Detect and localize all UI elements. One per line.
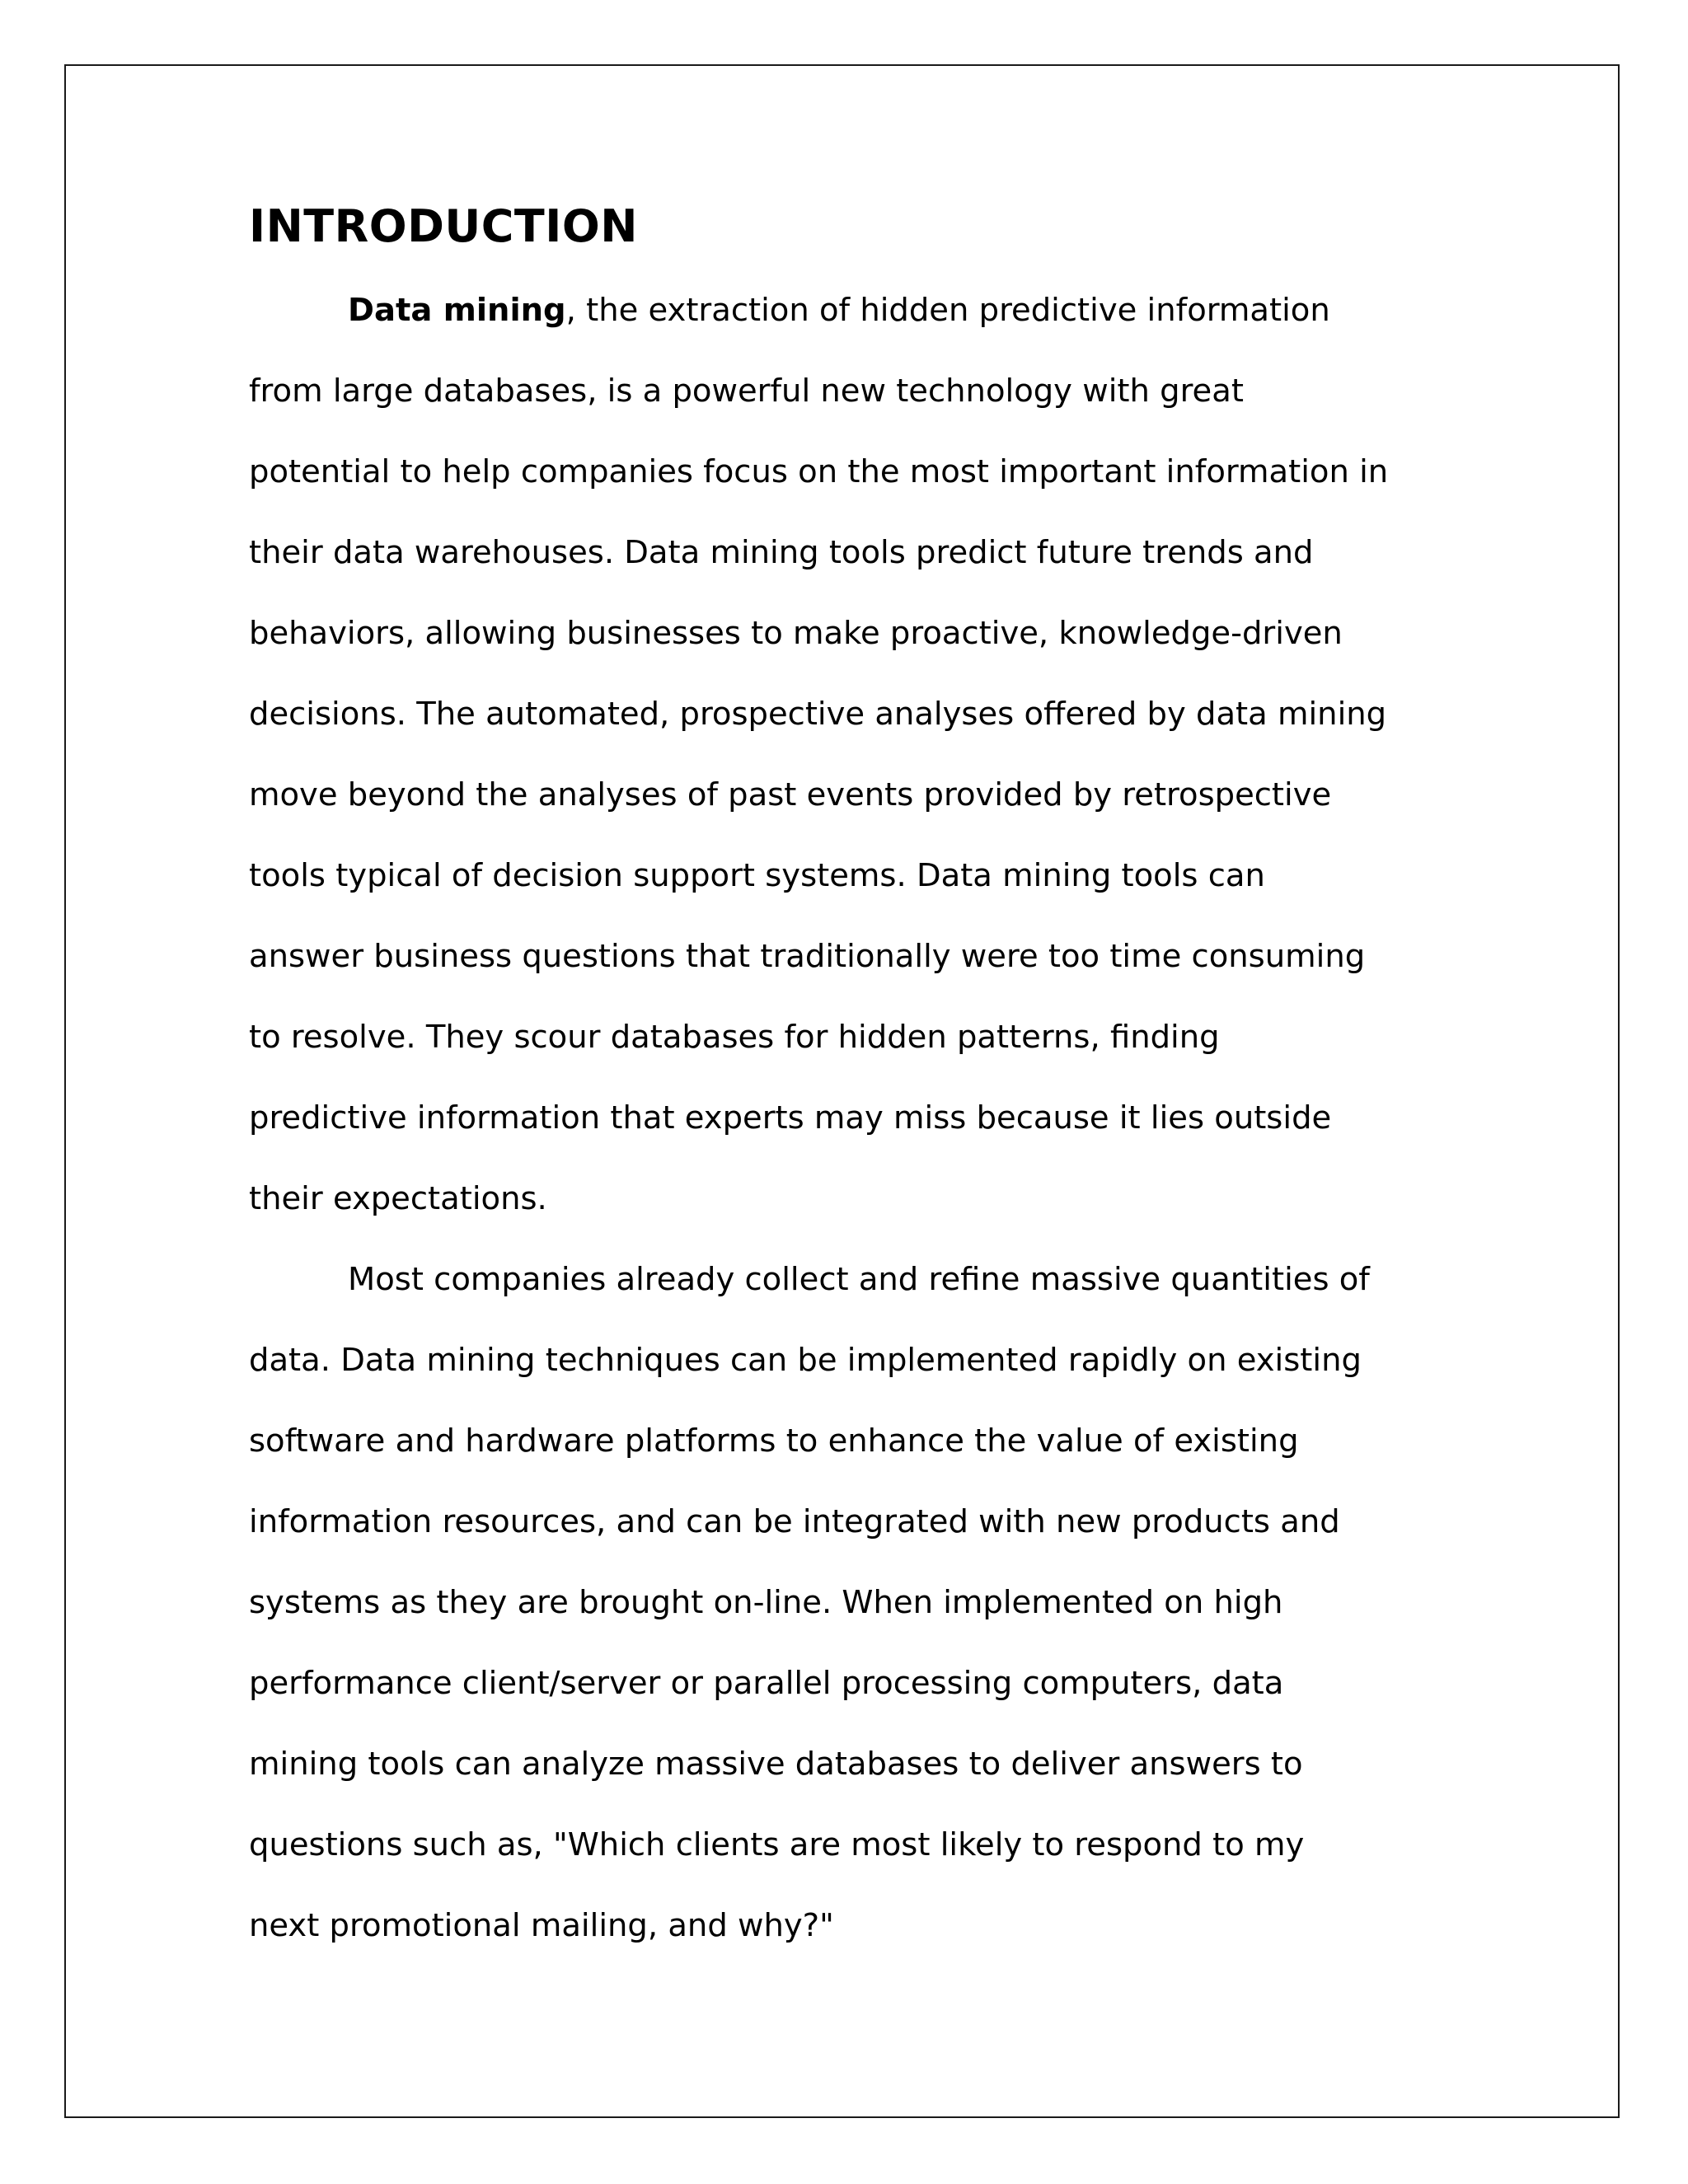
bold-term: Data mining: [348, 292, 566, 329]
paragraph-line-text: , the extraction of hidden predictive information: [565, 292, 1330, 329]
paragraph-1: [249, 270, 1452, 1240]
paragraph-line: decisions. The automated, prospective analyses offered by data mining: [249, 696, 1387, 733]
paragraph-line: systems as they are brought on-line. When implemented on high: [249, 1584, 1283, 1621]
paragraph-line: information resources, and can be integrated with new products and: [249, 1503, 1340, 1540]
paragraph-2: [249, 1240, 1452, 1966]
paragraph-line: mining tools can analyze massive databases to deliver answers to: [249, 1746, 1303, 1783]
paragraph-line: to resolve. They scour databases for hidden patterns, finding: [249, 1019, 1220, 1056]
paragraph-line: from large databases, is a powerful new technology with great: [249, 373, 1244, 410]
paragraph-line: [249, 270, 1452, 351]
page-title: INTRODUCTION: [249, 200, 638, 252]
paragraph-line: potential to help companies focus on the most important information in: [249, 453, 1389, 490]
paragraph-line: performance client/server or parallel processing computers, data: [249, 1665, 1284, 1702]
paragraph-line: their expectations.: [249, 1180, 547, 1217]
paragraph-line: answer business questions that traditionally were too time consuming: [249, 938, 1366, 975]
paragraph-line: data. Data mining techniques can be implemented rapidly on existing: [249, 1342, 1362, 1379]
paragraph-line: next promotional mailing, and why?": [249, 1907, 834, 1944]
paragraph-line: behaviors, allowing businesses to make proactive, knowledge-driven: [249, 615, 1343, 652]
paragraph-line: Most companies already collect and refine massive quantities of: [348, 1261, 1370, 1298]
paragraph-line: questions such as, "Which clients are most likely to respond to my: [249, 1826, 1305, 1863]
paragraph-line: tools typical of decision support systems. Data mining tools can: [249, 857, 1265, 894]
document-body: [249, 196, 1452, 1966]
paragraph-line: their data warehouses. Data mining tools predict future trends and: [249, 534, 1314, 571]
paragraph-line: software and hardware platforms to enhance the value of existing: [249, 1422, 1299, 1460]
paragraph-line: predictive information that experts may miss because it lies outside: [249, 1099, 1332, 1137]
paragraph-line: move beyond the analyses of past events provided by retrospective: [249, 776, 1332, 813]
